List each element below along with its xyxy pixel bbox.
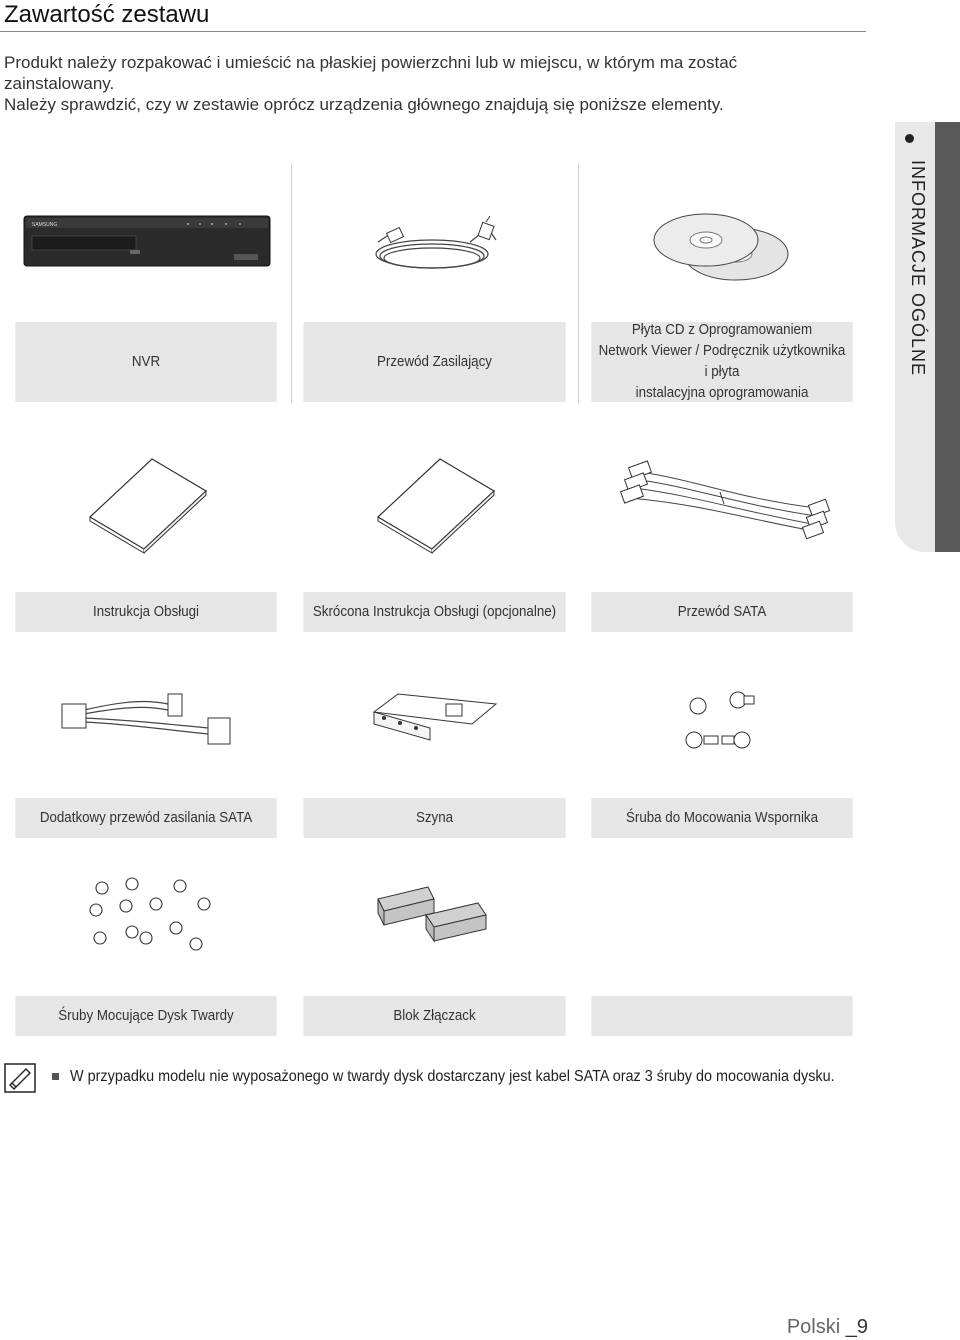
terminal-block-icon: [372, 885, 497, 945]
note-text: W przypadku modelu nie wyposażonego w twardy dysk dostarczany jest kabel SATA oraz 3 śruby do mocowania dysku.: [70, 1068, 835, 1085]
nvr-brand-label: SAMSUNG: [32, 222, 58, 228]
caption-quick-guide: Skrócona Instrukcja Obsługi (opcjonalne): [303, 592, 565, 632]
caption-cd: [591, 322, 852, 402]
caption-power-cable: Przewód Zasilający: [303, 322, 565, 402]
caption-cd-line-2: Network Viewer / Podręcznik użytkownika i płyta: [598, 343, 846, 380]
caption-cd-line-1: Płyta CD z Oprogramowaniem: [631, 322, 813, 338]
caption-sata-power: Dodatkowy przewód zasilania SATA: [15, 798, 276, 838]
caption-sata-cable: Przewód SATA: [591, 592, 852, 632]
sata-power-cable-icon: [58, 690, 238, 750]
page-title: Zawartość zestawu: [4, 1, 210, 28]
note-pencil-icon: [4, 1063, 36, 1093]
intro-line-2: Należy sprawdzić, czy w zestawie oprócz urządzenia głównego znajdują się poniższe elementy.: [4, 95, 724, 114]
manual-book-icon: [82, 455, 212, 550]
nvr-device-icon: [22, 214, 274, 270]
quick-guide-book-icon: [370, 455, 500, 550]
page-footer: [787, 1316, 868, 1339]
caption-terminal-block: Blok Złączack: [303, 996, 565, 1036]
caption-empty: [591, 996, 852, 1036]
side-tab-bullet: [905, 134, 914, 143]
intro-text: [4, 52, 844, 115]
caption-rail: Szyna: [303, 798, 565, 838]
bracket-screw-icon: [680, 688, 770, 758]
side-tab-label: INFORMACJE OGÓLNE: [908, 160, 928, 377]
footer-page-number: _9: [845, 1316, 868, 1338]
power-cable-icon: [370, 220, 505, 280]
title-divider: [0, 31, 866, 32]
caption-cd-line-3: instalacyjna oprogramowania: [635, 385, 809, 401]
rail-bracket-icon: [370, 690, 500, 746]
caption-nvr: NVR: [15, 322, 276, 402]
cd-disc-icon: [654, 210, 794, 285]
hdd-screws-icon: [82, 876, 212, 960]
column-divider: [291, 163, 292, 403]
caption-hdd-screws: Śruby Mocujące Dysk Twardy: [15, 996, 276, 1036]
column-divider: [578, 163, 579, 403]
caption-manual: Instrukcja Obsługi: [15, 592, 276, 632]
intro-line-1: Produkt należy rozpakować i umieścić na płaskiej powierzchni lub w miejscu, w którym ma zostać zainstalowany.: [4, 53, 738, 93]
caption-bracket-screw: Śruba do Mocowania Wspornika: [591, 798, 852, 838]
note-bullet: [52, 1073, 59, 1080]
footer-language: Polski: [786, 1316, 841, 1338]
sata-cable-icon: [616, 458, 836, 538]
